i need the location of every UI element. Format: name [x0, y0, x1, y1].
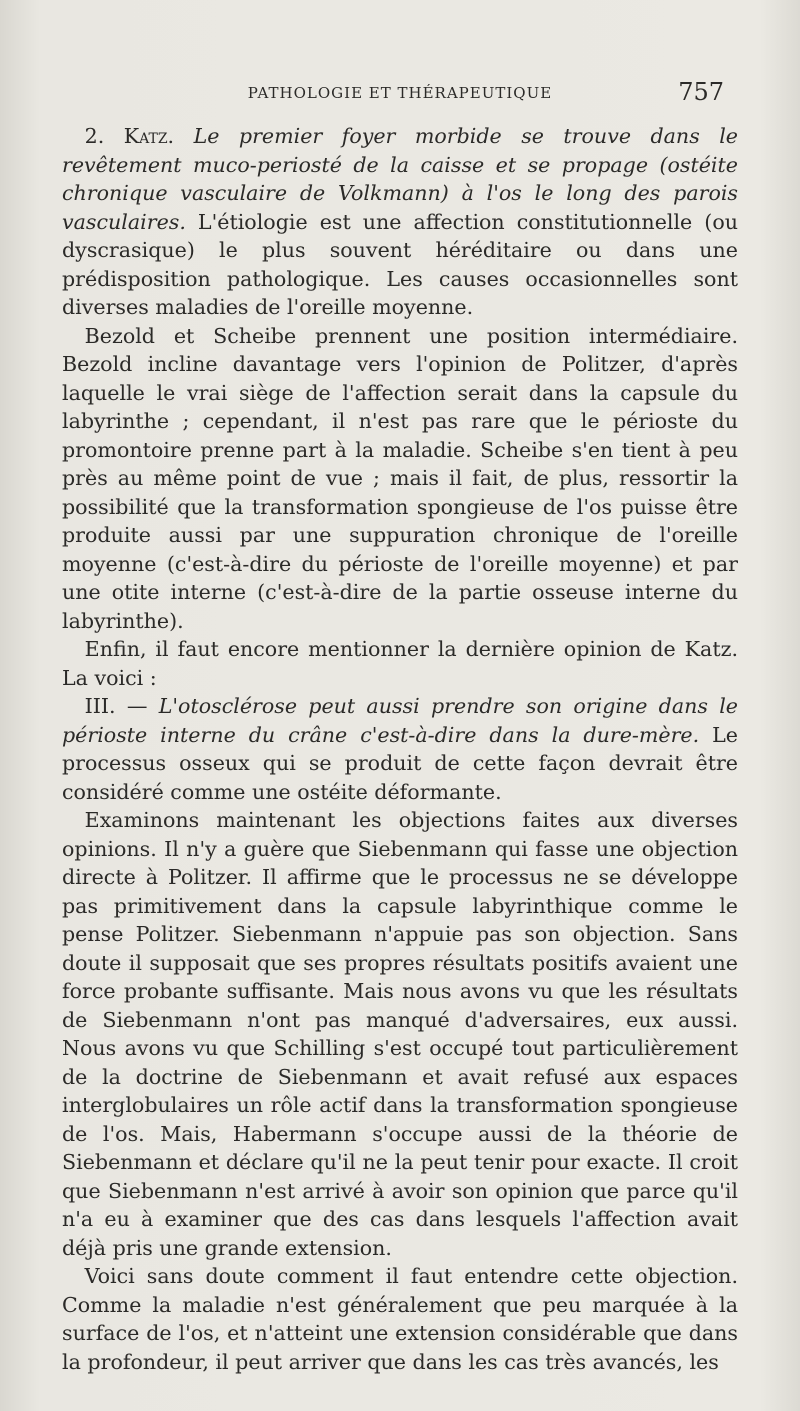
paragraph-katz-opinion: Enfin, il faut encore mentionner la dernière opinion de Katz. La voici :: [62, 637, 738, 690]
paragraph-bezold-scheibe: Bezold et Scheibe prennent une position intermédiaire. Bezold incline davantage vers l'opinion de Politzer, d'après laquelle le vrai siège de l'affection serait dans la capsule du labyrinthe ; cependant, il n'est pas rare que le périoste du promontoire prenne part à la maladie. Scheibe s'en tient à peu près au même point de vue ; mais il fait, de plus, ressortir la possibilité que la transformation spongieuse de l'os puisse être produite aussi par une suppuration chronique de l'oreille moyenne (c'est-à-dire du périoste de l'oreille moyenne) et par une otite interne (c'est-à-dire de la partie osseuse interne du labyrinthe).: [62, 323, 738, 633]
running-head: PATHOLOGIE ET THÉRAPEUTIQUE: [247, 84, 553, 102]
paragraph-text: Le processus osseux qui se produit de cette façon devrait être considéré comme une ostéite déformante.: [62, 722, 738, 804]
author-name: Katz.: [123, 124, 175, 148]
section-marker: III. —: [84, 694, 159, 718]
italic-statement: Le premier foyer morbide se trouve dans le revêtement muco-periosté de la caisse et se propage (ostéite chronique vasculaire de Volkmann) à l'os le long des parois vasculaires.: [62, 124, 738, 234]
paragraph-interpretation: Voici sans doute comment il faut entendre cette objection. Comme la maladie n'est généralement que peu marquée à la surface de l'os, et n'atteint une extension considérable que dans la profondeur, il peut arriver que dans les cas très avancés, les: [62, 1264, 738, 1374]
paragraph-text: L'étiologie est une affection constitutionnelle (ou dyscrasique) le plus souvent héréditaire ou dans une prédisposition pathologique. Les causes occasionnelles sont diverses maladies de l'oreille moyenne.: [62, 209, 738, 319]
paragraph-iii: [62, 692, 738, 806]
body-text: [62, 122, 738, 1376]
paragraph-objections: Examinons maintenant les objections faites aux diverses opinions. Il n'y a guère que Siebenmann qui fasse une objection directe à Politzer. Il affirme que le processus ne se développe pas primitivement dans la capsule labyrinthique comme le pense Politzer. Siebenmann n'appuie pas son objection. Sans doute il supposait que ses propres résultats positifs avaient une force probante suffisante. Mais nous avons vu que les résultats de Siebenmann n'ont pas manqué d'adversaires, eux aussi. Nous avons vu que Schilling s'est occupé tout particulièrement de la doctrine de Siebenmann et avait refusé aux espaces interglobulaires un rôle actif dans la transformation spongieuse de l'os. Mais, Habermann s'occupe aussi de la théorie de Siebenmann et déclare qu'il ne la peut tenir pour exacte. Il croit que Siebenmann n'est arrivé à avoir son opinion que parce qu'il n'a eu à examiner que des cas dans lesquels l'affection avait déjà pris une grande extension.: [62, 808, 738, 1260]
list-number: 2.: [84, 124, 124, 148]
italic-statement: L'otosclérose peut aussi prendre son origine dans le périoste interne du crâne c'est-à-dire dans la dure-mère.: [62, 694, 738, 747]
paragraph-katz-2: [62, 122, 738, 322]
page-header: [62, 78, 738, 108]
page-number: 757: [678, 78, 724, 106]
